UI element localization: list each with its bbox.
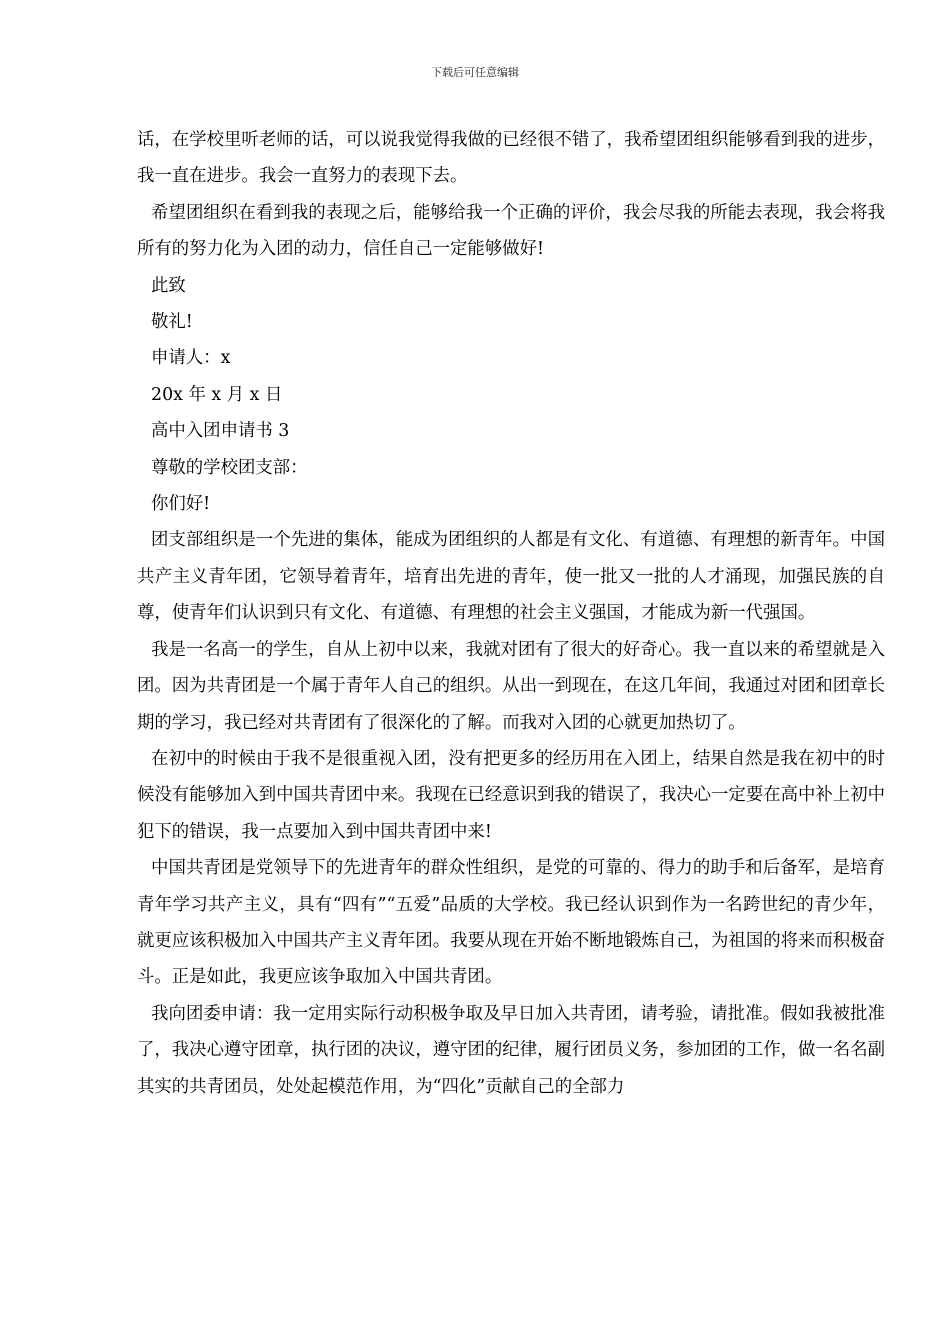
page-header: 下载后可任意编辑 <box>431 66 519 79</box>
greeting: 你们好! <box>151 494 211 515</box>
section-title: 高中入团申请书 3 <box>151 421 290 442</box>
document-body <box>137 122 885 1105</box>
paragraph: 希望团组织在看到我的表现之后，能够给我一个正确的评价，我会尽我的所能去表现，我会将我所有的努力化为入团的动力，信任自己一定能够做好! <box>137 202 885 260</box>
paragraph: 我向团委申请：我一定用实际行动积极争取及早日加入共青团，请考验，请批准。假如我被批准了，我决心遵守团章，执行团的决议，遵守团的纪律，履行团员义务，参加团的工作，做一名名副其实的共青团员，处处起模范作用，为“四化”贡献自己的全部力 <box>137 1003 885 1097</box>
date-line: 20x 年 x 月 x 日 <box>151 384 283 405</box>
paragraph: 在初中的时候由于我不是很重视入团，没有把更多的经历用在入团上，结果自然是我在初中的时候没有能够加入到中国共青团中来。我现在已经意识到我的错误了，我决心一定要在高中补上初中犯下的错误，我一点要加入到中国共青团中来! <box>137 748 885 842</box>
paragraph: 团支部组织是一个先进的集体，能成为团组织的人都是有文化、有道德、有理想的新青年。中国共产主义青年团，它领导着青年，培育出先进的青年，使一批又一批的人才涌现，加强民族的自尊，使青年们认识到只有文化、有道德、有理想的社会主义强国，才能成为新一代强国。 <box>137 530 885 624</box>
closing-salutation: 此致 <box>151 275 186 296</box>
closing-respect: 敬礼! <box>151 312 193 333</box>
applicant-line: 申请人：x <box>151 348 231 369</box>
paragraph: 中国共青团是党领导下的先进青年的群众性组织，是党的可靠的、得力的助手和后备军，是培育青年学习共产主义，具有“四有”“五爱”品质的大学校。我已经认识到作为一名跨世纪的青少年，就更应该积极加入中国共产主义青年团。我要从现在开始不断地锻炼自己，为祖国的将来而积极奋斗。正是如此，我更应该争取加入中国共青团。 <box>137 858 885 988</box>
paragraph: 我是一名高一的学生，自从上初中以来，我就对团有了很大的好奇心。我一直以来的希望就是入团。因为共青团是一个属于青年人自己的组织。从出一到现在，在这几年间，我通过对团和团章长期的学习，我已经对共青团有了很深化的了解。而我对入团的心就更加热切了。 <box>137 639 885 733</box>
salutation: 尊敬的学校团支部： <box>151 457 308 478</box>
paragraph: 话，在学校里听老师的话，可以说我觉得我做的已经很不错了，我希望团组织能够看到我的进步，我一直在进步。我会一直努力的表现下去。 <box>137 130 885 187</box>
